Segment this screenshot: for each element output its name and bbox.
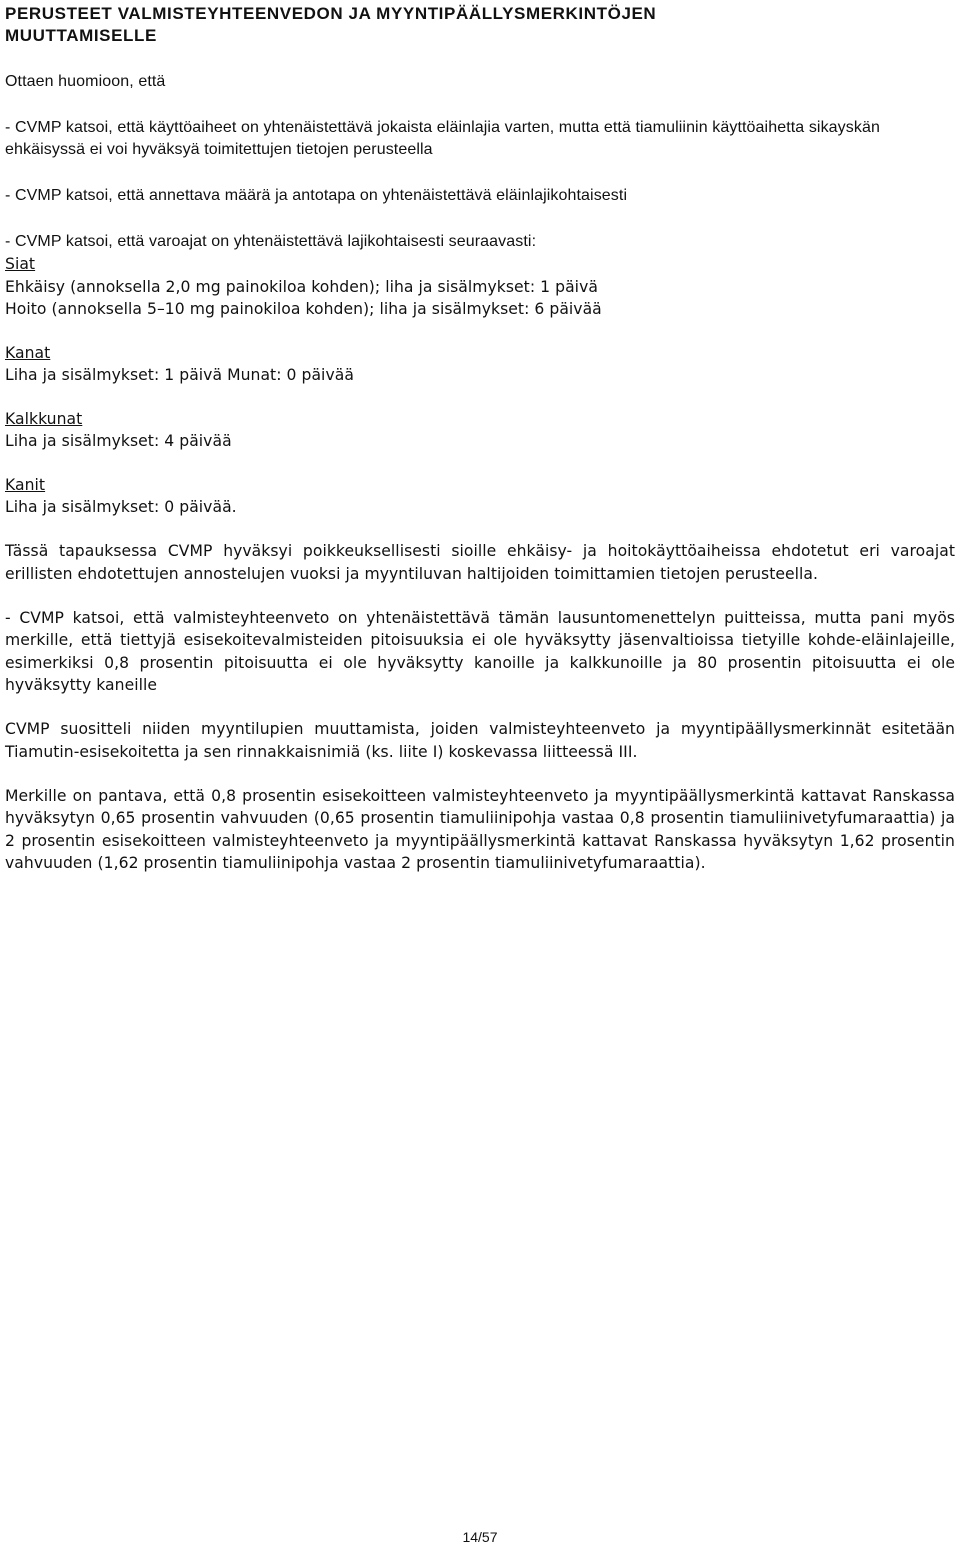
bullet-smpc: - CVMP katsoi, että valmisteyhteenveto on yhtenäistettävä tämän lausuntomenettelyn puitteissa, mutta pani myös merkille, että tiettyjä esisekoitevalmisteiden pitoisuuksia ei ole hyväksytty jäsenvaltioissa tietyille kohde-eläinlajeille, esimerkiksi 0,8 prosentin pitoisuutta ei ole hyväksytty kanoille ja kalkkunoille ja 80 prosentin pitoisuutta ei ole hyväksytty kaneille — [5, 608, 955, 694]
bullet-dosage: - CVMP katsoi, että annettava määrä ja antotapa on yhtenäistettävä eläinlajikohtaisesti — [5, 187, 628, 204]
species-heading: Kanit — [5, 475, 46, 494]
species-turkeys — [5, 408, 955, 453]
species-pigs — [5, 253, 955, 321]
species-line: Liha ja sisälmykset: 0 päivää. — [5, 498, 237, 516]
species-heading: Kanat — [5, 343, 51, 362]
intro-text: Ottaen huomioon, että — [5, 73, 166, 90]
species-line: Ehkäisy (annoksella 2,0 mg painokiloa kohden); liha ja sisälmykset: 1 päivä — [5, 277, 598, 296]
bullet-indications: - CVMP katsoi, että käyttöaiheet on yhtenäistettävä jokaista eläinlajia varten, mutta että tiamuliinin käyttöaihetta sikayskän ehkäisyssä ei voi hyväksyä toimitettujen tietojen perusteella — [5, 119, 880, 158]
species-heading: Siat — [5, 255, 36, 273]
species-chickens — [5, 342, 955, 387]
species-rabbits — [5, 474, 955, 519]
title-line-2: MUUTTAMISELLE — [5, 26, 157, 45]
paragraph-recommendation: CVMP suositteli niiden myyntilupien muuttamista, joiden valmisteyhteenveto ja myyntipäällysmerkinnät esitetään Tiamutin-esisekoitetta ja sen rinnakkaisnimiä (ks. liite I) koskevassa liitteessä III. — [5, 720, 955, 761]
bullet-withdrawal: - CVMP katsoi, että varoajat on yhtenäistettävä lajikohtaisesti seuraavasti: — [5, 233, 537, 250]
paragraph-exception: Tässä tapauksessa CVMP hyväksyi poikkeuksellisesti sioille ehkäisy- ja hoitokäyttöaiheissa ehdotetut eri varoajat erillisten ehdotettujen annostelujen vuoksi ja myyntiluvan haltijoiden toimittamien tietojen perusteella. — [5, 542, 955, 583]
title-line-1: PERUSTEET VALMISTEYHTEENVEDON JA MYYNTIPÄÄLLYSMERKINTÖJEN — [5, 4, 657, 23]
species-line: Hoito (annoksella 5–10 mg painokiloa kohden); liha ja sisälmykset: 6 päivää — [5, 300, 602, 318]
species-line: Liha ja sisälmykset: 4 päivää — [5, 432, 232, 450]
document-title — [5, 3, 955, 47]
species-heading: Kalkkunat — [5, 409, 83, 428]
document-page — [5, 0, 955, 875]
species-line: Liha ja sisälmykset: 1 päivä Munat: 0 päivää — [5, 366, 354, 384]
page-number: 14/57 — [462, 1529, 498, 1545]
paragraph-note: Merkille on pantava, että 0,8 prosentin esisekoitteen valmisteyhteenveto ja myyntipäällysmerkintä kattavat Ranskassa hyväksytyn 0,65 prosentin vahvuuden (0,65 prosentin tiamuliinipohja vastaa 0,8 prosentin tiamuliinivetyfumaraattia) ja 2 prosentin esisekoitteen valmisteyhteenveto ja myyntipäällysmerkintä kattavat Ranskassa hyväksytyn 1,62 prosentin vahvuuden (1,62 prosentin tiamuliinipohja vastaa 2 prosentin tiamuliinivetyfumaraattia). — [5, 786, 955, 872]
